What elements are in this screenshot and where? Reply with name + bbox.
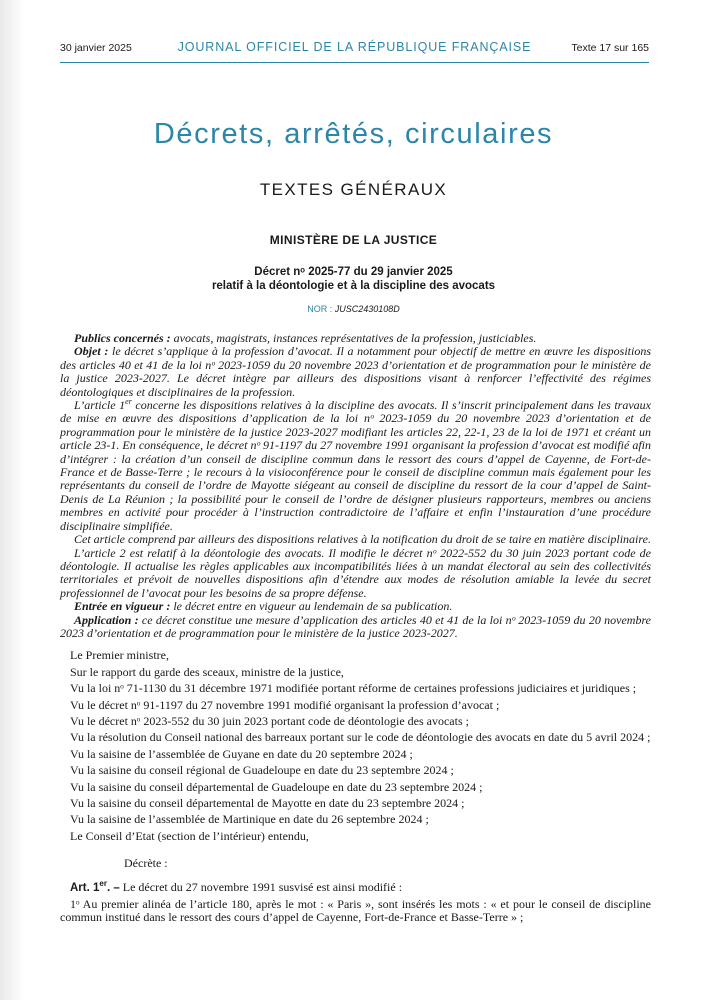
decree-title-line2: relatif à la déontologie et à la discipline des avocats bbox=[211, 280, 496, 292]
notice-objet-label: Objet : bbox=[74, 344, 109, 359]
notice-entree-label: Entrée en vigueur : bbox=[74, 599, 171, 614]
notice-entree-text: le décret entre en vigueur au lendemain de sa publication. bbox=[170, 599, 453, 614]
article-1-point-1: 1ᵒ Au premier alinéa de l’article 180, après le mot : « Paris », sont insérés les mots : « et pour le conseil de discipline commun institué dans le ressort des cours d’appel de Cayenne, Fort-de-France et Basse-Terre » ; bbox=[60, 897, 651, 925]
page-header bbox=[60, 40, 649, 58]
article-1 bbox=[60, 878, 651, 895]
decree-content bbox=[60, 332, 651, 925]
header-divider bbox=[60, 62, 649, 63]
article-1-label-sup: er bbox=[99, 878, 107, 888]
section-title: Décrets, arrêtés, circulaires bbox=[153, 118, 554, 150]
notice-objet-text: le décret s’applique à la profession d’avocat. Il a notamment pour objectif de mettre en œuvre les dispositions des articles 40 et 41 de la loi nᵒ 2023-1059 du 20 novembre 2023 d’orientation et de programmation pour le ministère de la justice 2023-2027. Le décret intègre par ailleurs des dispositions visant à renforcer l’effectivité des régimes déontologiques et disciplinaires de la profession. bbox=[60, 344, 652, 399]
notice-article1-sup: er bbox=[125, 397, 132, 407]
visa: Vu la saisine de l’assemblée de Martinique en date du 26 septembre 2024 ; bbox=[70, 812, 429, 827]
notice-cet-article: Cet article comprend par ailleurs des dispositions relatives à la notification du droit de se taire en matière disciplinaire. bbox=[74, 532, 651, 547]
visa: Vu le décret nᵒ 2023-552 du 30 juin 2023 portant code de déontologie des avocats ; bbox=[70, 713, 469, 728]
article-1-label bbox=[70, 878, 120, 894]
decrete: Décrète : bbox=[124, 856, 168, 871]
article-1-label-post: . – bbox=[106, 881, 120, 894]
notice-application-label: Application : bbox=[74, 612, 139, 627]
visa: Vu le décret nᵒ 91-1197 du 27 novembre 1991 modifié organisant la profession d’avocat ; bbox=[70, 697, 500, 712]
decree-title bbox=[0, 265, 707, 293]
ministry-name: MINISTÈRE DE LA JUSTICE bbox=[269, 233, 438, 247]
visa: Vu la saisine du conseil régional de Guadeloupe en date du 23 septembre 2024 ; bbox=[70, 763, 454, 778]
notice-publics bbox=[60, 332, 651, 345]
notice-publics-text: avocats, magistrats, instances représentatives de la profession, justiciables. bbox=[170, 331, 537, 345]
decree-body bbox=[60, 649, 651, 925]
nor-code: JUSC2430108D bbox=[334, 304, 400, 314]
visa: Vu la loi nᵒ 71-1130 du 31 décembre 1971 modifiée portant réforme de certaines professions judiciaires et juridiques ; bbox=[70, 681, 637, 696]
premier-ministre: Le Premier ministre, bbox=[70, 648, 169, 663]
article-1-label-pre: Art. 1 bbox=[70, 881, 100, 894]
visa: Vu la saisine du conseil départemental de Guadeloupe en date du 23 septembre 2024 ; bbox=[70, 779, 483, 794]
visa: Vu la résolution du Conseil national des barreaux portant sur le code de déontologie des avocats en date du 5 avril 2024 ; bbox=[70, 730, 651, 745]
sub-title: TEXTES GÉNÉRAUX bbox=[259, 180, 448, 199]
notice-entree bbox=[60, 600, 651, 613]
notice-article2: L’article 2 est relatif à la déontologie des avocats. Il modifie le décret nᵒ 2022-552 du 30 juin 2023 portant code de déontologie. Il actualise les règles applicables aux incompatibilités liées à un mandat électoral au sein des collectivités territoriales et prévoit de nouvelles dispositions afin d’étendre aux modes de résolution amiable la levée du secret professionnel de l’avocat pour les besoins de sa propre défense. bbox=[60, 545, 651, 600]
article-1-text: Le décret du 27 novembre 1991 susvisé est ainsi modifié : bbox=[119, 879, 403, 894]
notice-article1-text: concerne les dispositions relatives à la discipline des avocats. Il s’inscrit principalement dans les travaux de mise en œuvre des dispositions d’application de la loi nᵒ 2023-1059 du 20 novembre 2023 d’orientation et de programmation pour le ministère de la justice 2023-2027 modifiant les articles 22, 22-1, 23 de la loi de 1971 et créant un article 23-1. En conséquence, le décret nᵒ 91-1197 du 27 novembre 1991 organisant la profession d’avocat est modifié afin d’intégrer : la création d’un conseil de discipline commun dans le ressort des cours d’appel de Cayenne, de Fort-de-France et de Basse-Terre ; le recours à la visioconférence pour le conseil de discipline commun mais également pour les représentants du conseil de l’ordre de Mayotte siégeant au conseil de discipline du ressort de la cour d’appel de Saint-Denis de La Réunion ; la possibilité pour le conseil de l’ordre de désigner plusieurs rapporteurs, membres ou anciens membres en activité pour procéder à l’instruction contradictoire de l’affaire et enfin l’instauration d’une procédure disciplinaire simplifiée. bbox=[60, 398, 651, 533]
visa: Vu la saisine de l’assemblée de Guyane en date du 20 septembre 2024 ; bbox=[70, 746, 413, 761]
nor-label: NOR : bbox=[307, 304, 335, 314]
notice-article1 bbox=[60, 399, 651, 533]
explanatory-notice bbox=[60, 332, 651, 640]
nor-reference bbox=[0, 304, 707, 314]
header-journal-title: JOURNAL OFFICIEL DE LA RÉPUBLIQUE FRANÇAISE bbox=[177, 40, 532, 54]
notice-publics-label: Publics concernés : bbox=[74, 331, 171, 345]
header-text-count: Texte 17 sur 165 bbox=[571, 42, 649, 54]
notice-objet bbox=[60, 345, 651, 399]
rapport: Sur le rapport du garde des sceaux, ministre de la justice, bbox=[70, 664, 344, 679]
notice-application-text: ce décret constitue une mesure d’application des articles 40 et 41 de la loi nᵒ 2023-1059 du 20 novembre 2023 d’orientation et de programmation pour le ministère de la justice 2023-2027. bbox=[60, 612, 651, 640]
notice-application bbox=[60, 614, 651, 641]
visa: Le Conseil d’Etat (section de l’intérieur) entendu, bbox=[70, 828, 309, 843]
decree-title-line1: Décret nᵒ 2025-77 du 29 janvier 2025 bbox=[254, 266, 453, 278]
header-date: 30 janvier 2025 bbox=[60, 42, 132, 54]
notice-article1-pre: L’article 1 bbox=[74, 398, 126, 413]
visa: Vu la saisine du conseil départemental de Mayotte en date du 23 septembre 2024 ; bbox=[70, 796, 465, 810]
